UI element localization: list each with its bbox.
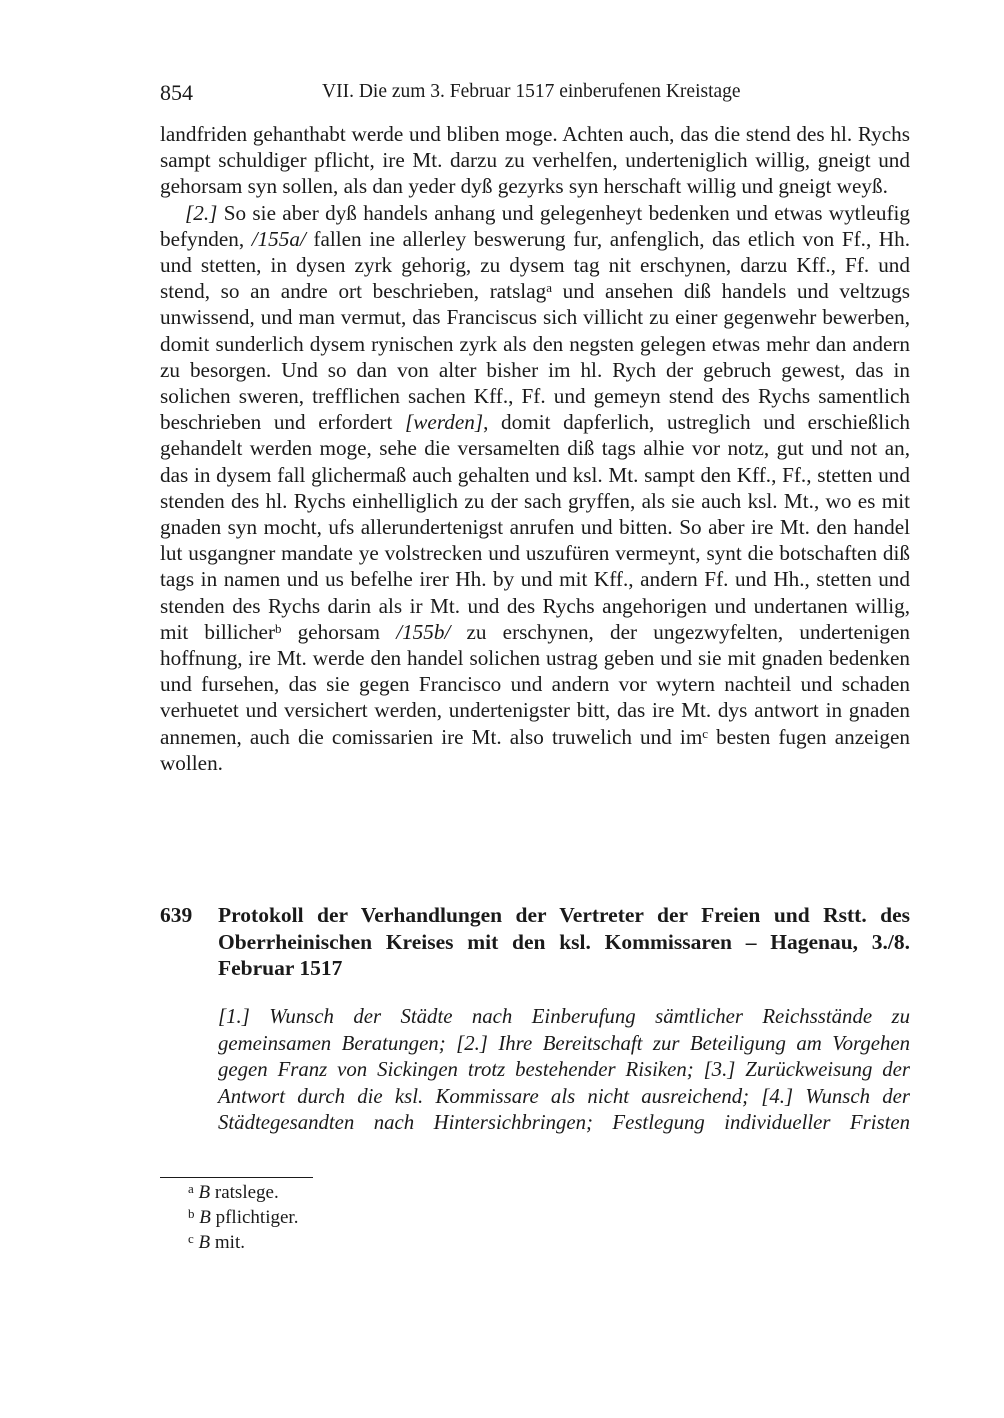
document-title: Protokoll der Verhandlungen der Vertreter der Freien und Rstt. des Oberrheinischen Kreises mit den ksl. Kommissaren – Hagenau, 3./8. Februar 1517 bbox=[218, 903, 910, 980]
footnote-text: ratslege. bbox=[210, 1182, 279, 1203]
footnote-divider bbox=[160, 1177, 313, 1178]
body-text bbox=[160, 121, 910, 776]
editorial-insertion: [werden] bbox=[405, 410, 484, 435]
footnote-siglum: B bbox=[199, 1207, 211, 1228]
footnote-item bbox=[160, 1230, 910, 1255]
footnote-item bbox=[160, 1205, 910, 1230]
footnote-siglum: B bbox=[198, 1232, 211, 1253]
footnote-mark: c bbox=[702, 725, 709, 741]
footnotes bbox=[160, 1180, 910, 1255]
footnote-marker: c bbox=[188, 1231, 194, 1246]
paragraph-2: [2.] So sie aber dyß handels anhang und gelegenheyt bedenken und etwas wytleufig befynden, /155a/ fallen ine allerley beswerung fur, anfenglich, das etlich von Ff., Hh. und stetten, in dysen zyrk gehorig, zu dysem tag nit erschynen, darzu Kff., Ff. und stend, so an andre ort beschrieben, ratslag$^a$ und ansehen diß handels und veltzugs unwissend, und man vermut, das Franciscus sich villicht zu einer gegenwehr bewerben, domit sunderlich dysem rynischen zyrk als den negsten gelegen etwas mehr dan andern zu besorgen. Und so dan von alter bisher im hl. Rych der gebruch gewest, das in solichen sweren, trefflichen sachen Kff., Ff. und gemeyn stend des Rychs samentlich beschrieben und erfordert [werden], domit dapferlich, ustreglich und erschießlich gehandelt werden moge, sehe die versamelten diß tags alhie vor notz, gut und not an, das in dysem fall glichermaß auch gehalten und ksl. Mt. sampt den Kff., Ff., stetten und stenden des hl. Rychs einhelliglich zu der sach gryffen, als sie auch ksl. Mt., wo es mit gnaden syn mocht, ufs allerundertenigst anrufen und bitten. So aber ire Mt. den handel lut usgangner mandate ye volstrecken und uszufüren vermeynt, synt die botschaften diß tags in namen und us befelhe irer Hh. by und mit Kff., andern Ff. und Hh., stetten und stenden des Rychs darin als ir Mt. und des Rychs angehorigen und undertanen willig, mit billicher$^b$ gehorsam /155b/ zu erschynen, der ungezwyfelten, undertenigen hoffnung, ire Mt. werde den handel solichen ustrag geben und sie mit gnaden bedenken und fursehen, das sie gegen Francisco und andern vor wytern nachteil und schaden verhuetet und versichert werden, undertenigster bitt, das ire Mt. dys antwort in gnaden annemen, auch die comissarien ire Mt. also truwelich und $im^c$ besten fugen anzeigen wollen. bbox=[160, 200, 911, 775]
document-number: 639 bbox=[160, 903, 193, 927]
footnote-text: pflichtiger. bbox=[210, 1207, 299, 1228]
footnote-text: mit. bbox=[210, 1232, 245, 1253]
document-summary: [1.] Wunsch der Städte nach Einberufung sämtlicher Reichsstände zu gemeinsamen Beratungen; [2.] Ihre Bereitschaft zur Beteiligung am Vorgehen gegen Franz von Sickingen trotz bestehender Risiken; [3.] Zurückweisung der Antwort durch die ksl. Kommissare als nicht ausreichend; [4.] Wunsch der Städtegesandten nach Hintersichbringen; Festlegung individueller Fristen bbox=[218, 1005, 910, 1134]
footnote-item bbox=[160, 1180, 910, 1205]
folio-reference: /155b/ bbox=[396, 619, 451, 644]
page-number: 854 bbox=[160, 80, 193, 105]
footnote-siglum: B bbox=[198, 1182, 211, 1203]
running-title: VII. Die zum 3. Februar 1517 einberufenen Kreistage bbox=[322, 81, 741, 102]
folio-reference: /155a/ bbox=[251, 226, 306, 251]
paragraph-1: landfriden gehanthabt werde und bliben moge. Achten auch, das die stend des hl. Rychs sampt schuldiger pflicht, ire Mt. darzu zu verhelfen, underteniglich willig, gneigt und gehorsam syn sollen, als dan yeder dyß gezyrks syn herschaft willig und gneigt weyß. bbox=[160, 122, 910, 199]
footnote-marker: b bbox=[188, 1206, 195, 1221]
footnote-mark: b bbox=[275, 620, 282, 636]
running-head bbox=[160, 80, 910, 106]
paragraph-marker: [2.] bbox=[185, 200, 218, 225]
footnote-marker: a bbox=[188, 1181, 194, 1196]
footnote-mark: a bbox=[546, 280, 552, 296]
